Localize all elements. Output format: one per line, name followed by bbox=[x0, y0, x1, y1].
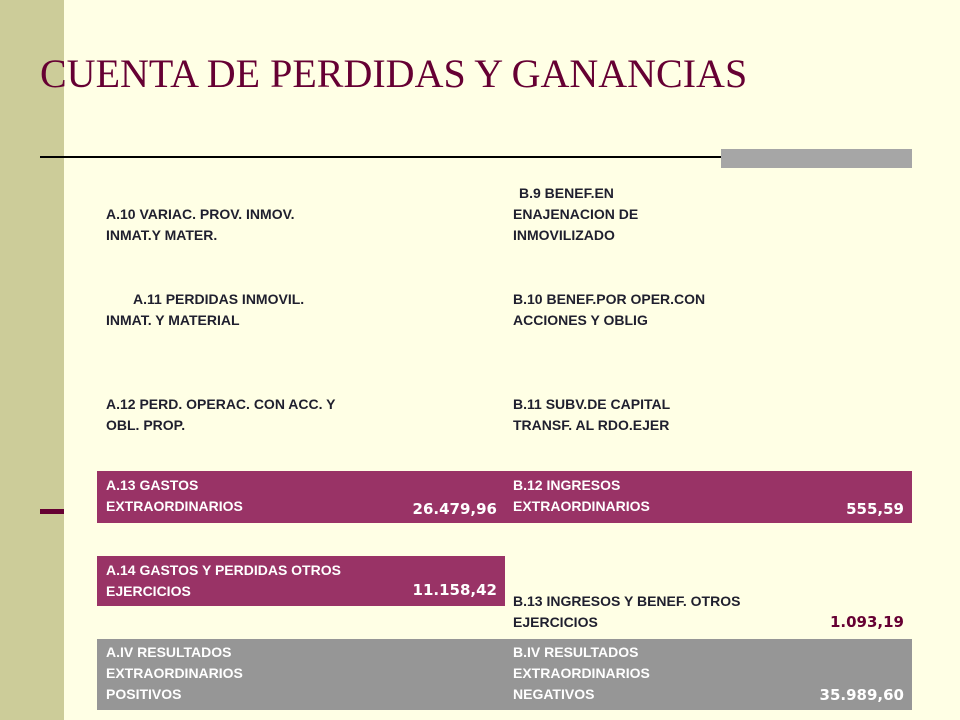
row-biv-label: B.IV RESULTADOS EXTRAORDINARIOS NEGATIVOS bbox=[513, 644, 650, 702]
row-b12-value: 555,59 bbox=[846, 500, 904, 518]
row-b13-value: 1.093,19 bbox=[829, 613, 904, 631]
sidebar-decoration bbox=[0, 0, 64, 720]
row-b13-label: B.13 INGRESOS Y BENEF. OTROS EJERCICIOS bbox=[513, 593, 741, 630]
row-biv bbox=[505, 639, 912, 710]
row-a14 bbox=[97, 556, 505, 606]
row-b9 bbox=[505, 180, 912, 250]
row-b12-label: B.12 INGRESOS EXTRAORDINARIOS bbox=[513, 477, 650, 514]
row-b11-label: B.11 SUBV.DE CAPITAL TRANSF. AL RDO.EJER bbox=[513, 396, 670, 433]
title-underline-block bbox=[721, 149, 912, 168]
row-b10 bbox=[505, 285, 912, 355]
row-a14-value: 11.158,42 bbox=[412, 581, 497, 599]
row-a13 bbox=[97, 471, 505, 523]
row-a12-label: A.12 PERD. OPERAC. CON ACC. Y OBL. PROP. bbox=[106, 396, 336, 433]
row-biv-value: 35.989,60 bbox=[819, 686, 904, 704]
row-b12 bbox=[505, 471, 912, 523]
row-aiv-label: A.IV RESULTADOS EXTRAORDINARIOS POSITIVOS bbox=[106, 644, 243, 702]
row-b9-label: B.9 BENEF.EN ENAJENACION DE INMOVILIZADO bbox=[513, 185, 639, 243]
row-b13 bbox=[505, 589, 912, 639]
row-a11-label: A.11 PERDIDAS INMOVIL. INMAT. Y MATERIAL bbox=[106, 291, 305, 328]
row-a13-value: 26.479,96 bbox=[412, 500, 497, 518]
row-a13-label: A.13 GASTOS EXTRAORDINARIOS bbox=[106, 477, 243, 514]
slide-title: CUENTA DE PERDIDAS Y GANANCIAS bbox=[40, 51, 748, 96]
row-a10 bbox=[97, 180, 505, 250]
row-a11 bbox=[97, 285, 505, 355]
row-b11 bbox=[505, 392, 912, 442]
sidebar-accent-bar bbox=[40, 509, 64, 514]
row-a10-label: A.10 VARIAC. PROV. INMOV. INMAT.Y MATER. bbox=[106, 206, 295, 243]
row-aiv bbox=[97, 639, 505, 710]
row-b10-label: B.10 BENEF.POR OPER.CON ACCIONES Y OBLIG bbox=[513, 291, 706, 328]
row-a12 bbox=[97, 392, 505, 442]
row-a14-label: A.14 GASTOS Y PERDIDAS OTROS EJERCICIOS bbox=[106, 562, 341, 599]
